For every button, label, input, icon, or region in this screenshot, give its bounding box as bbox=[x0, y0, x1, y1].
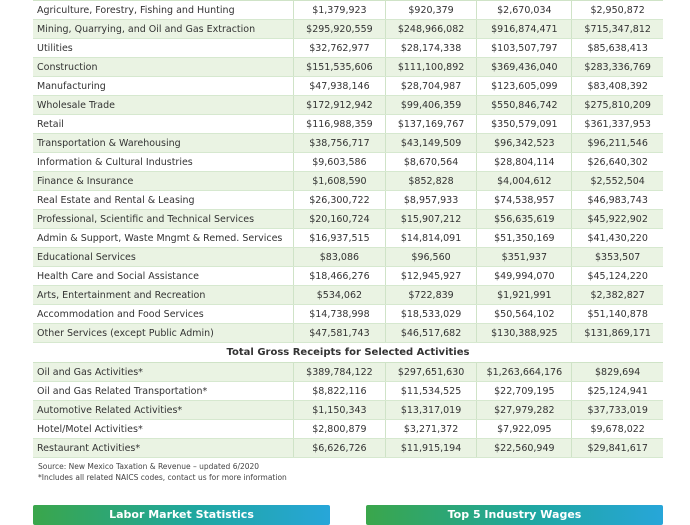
labor-market-banner: Labor Market Statistics bbox=[33, 505, 330, 525]
row-label: Restaurant Activities* bbox=[33, 439, 294, 458]
table-row bbox=[33, 267, 663, 286]
gross-receipts-table bbox=[33, 0, 663, 458]
cell-value: $130,388,925 bbox=[477, 324, 572, 343]
row-label: Information & Cultural Industries bbox=[33, 153, 294, 172]
cell-value: $829,694 bbox=[572, 363, 663, 382]
cell-value: $2,670,034 bbox=[477, 1, 572, 20]
cell-value: $1,608,590 bbox=[294, 172, 386, 191]
cell-value: $1,379,923 bbox=[294, 1, 386, 20]
cell-value: $46,517,682 bbox=[385, 324, 477, 343]
table-row bbox=[33, 134, 663, 153]
row-label: Finance & Insurance bbox=[33, 172, 294, 191]
table-row bbox=[33, 1, 663, 20]
row-label: Oil and Gas Activities* bbox=[33, 363, 294, 382]
cell-value: $2,552,504 bbox=[572, 172, 663, 191]
row-label: Agriculture, Forestry, Fishing and Hunting bbox=[33, 1, 294, 20]
cell-value: $2,800,879 bbox=[294, 420, 386, 439]
cell-value: $49,994,070 bbox=[477, 267, 572, 286]
cell-value: $25,124,941 bbox=[572, 382, 663, 401]
table-row bbox=[33, 115, 663, 134]
cell-value: $715,347,812 bbox=[572, 20, 663, 39]
row-label: Construction bbox=[33, 58, 294, 77]
cell-value: $8,822,116 bbox=[294, 382, 386, 401]
table-row bbox=[33, 324, 663, 343]
cell-value: $83,086 bbox=[294, 248, 386, 267]
cell-value: $96,342,523 bbox=[477, 134, 572, 153]
cell-value: $47,581,743 bbox=[294, 324, 386, 343]
row-label: Health Care and Social Assistance bbox=[33, 267, 294, 286]
table-row bbox=[33, 191, 663, 210]
row-label: Accommodation and Food Services bbox=[33, 305, 294, 324]
cell-value: $74,538,957 bbox=[477, 191, 572, 210]
cell-value: $920,379 bbox=[385, 1, 477, 20]
cell-value: $96,211,546 bbox=[572, 134, 663, 153]
cell-value: $56,635,619 bbox=[477, 210, 572, 229]
cell-value: $172,912,942 bbox=[294, 96, 386, 115]
table-row bbox=[33, 210, 663, 229]
cell-value: $1,921,991 bbox=[477, 286, 572, 305]
row-label: Arts, Entertainment and Recreation bbox=[33, 286, 294, 305]
cell-value: $4,004,612 bbox=[477, 172, 572, 191]
cell-value: $7,922,095 bbox=[477, 420, 572, 439]
cell-value: $11,534,525 bbox=[385, 382, 477, 401]
cell-value: $123,605,099 bbox=[477, 77, 572, 96]
cell-value: $3,271,372 bbox=[385, 420, 477, 439]
table-row bbox=[33, 420, 663, 439]
cell-value: $275,810,209 bbox=[572, 96, 663, 115]
cell-value: $151,535,606 bbox=[294, 58, 386, 77]
cell-value: $550,846,742 bbox=[477, 96, 572, 115]
cell-value: $46,983,743 bbox=[572, 191, 663, 210]
source-line: Source: New Mexico Taxation & Revenue – updated 6/2020 bbox=[38, 462, 260, 471]
section-header-row bbox=[33, 343, 663, 363]
row-label: Mining, Quarrying, and Oil and Gas Extraction bbox=[33, 20, 294, 39]
row-label: Admin & Support, Waste Mngmt & Remed. Services bbox=[33, 229, 294, 248]
top-industry-wages-banner: Top 5 Industry Wages bbox=[366, 505, 663, 525]
cell-value: $534,062 bbox=[294, 286, 386, 305]
cell-value: $45,124,220 bbox=[572, 267, 663, 286]
cell-value: $1,263,664,176 bbox=[477, 363, 572, 382]
cell-value: $295,920,559 bbox=[294, 20, 386, 39]
source-note bbox=[38, 461, 287, 483]
cell-value: $369,436,040 bbox=[477, 58, 572, 77]
cell-value: $103,507,797 bbox=[477, 39, 572, 58]
cell-value: $37,733,019 bbox=[572, 401, 663, 420]
table-row bbox=[33, 286, 663, 305]
table-row bbox=[33, 363, 663, 382]
cell-value: $9,678,022 bbox=[572, 420, 663, 439]
row-label: Oil and Gas Related Transportation* bbox=[33, 382, 294, 401]
cell-value: $29,841,617 bbox=[572, 439, 663, 458]
cell-value: $8,957,933 bbox=[385, 191, 477, 210]
cell-value: $51,350,169 bbox=[477, 229, 572, 248]
table-row bbox=[33, 439, 663, 458]
cell-value: $14,738,998 bbox=[294, 305, 386, 324]
cell-value: $722,839 bbox=[385, 286, 477, 305]
row-label: Hotel/Motel Activities* bbox=[33, 420, 294, 439]
cell-value: $41,430,220 bbox=[572, 229, 663, 248]
cell-value: $15,907,212 bbox=[385, 210, 477, 229]
row-label: Professional, Scientific and Technical Services bbox=[33, 210, 294, 229]
row-label: Utilities bbox=[33, 39, 294, 58]
table-row bbox=[33, 77, 663, 96]
cell-value: $14,814,091 bbox=[385, 229, 477, 248]
cell-value: $28,704,987 bbox=[385, 77, 477, 96]
cell-value: $2,950,872 bbox=[572, 1, 663, 20]
cell-value: $1,150,343 bbox=[294, 401, 386, 420]
cell-value: $16,937,515 bbox=[294, 229, 386, 248]
row-label: Transportation & Warehousing bbox=[33, 134, 294, 153]
row-label: Automotive Related Activities* bbox=[33, 401, 294, 420]
table-row bbox=[33, 96, 663, 115]
cell-value: $852,828 bbox=[385, 172, 477, 191]
table-row bbox=[33, 229, 663, 248]
cell-value: $916,874,471 bbox=[477, 20, 572, 39]
cell-value: $32,762,977 bbox=[294, 39, 386, 58]
cell-value: $13,317,019 bbox=[385, 401, 477, 420]
table-row bbox=[33, 401, 663, 420]
table-row bbox=[33, 172, 663, 191]
table-row bbox=[33, 153, 663, 172]
cell-value: $8,670,564 bbox=[385, 153, 477, 172]
cell-value: $6,626,726 bbox=[294, 439, 386, 458]
cell-value: $131,869,171 bbox=[572, 324, 663, 343]
section-title: Total Gross Receipts for Selected Activities bbox=[33, 343, 663, 363]
row-label: Wholesale Trade bbox=[33, 96, 294, 115]
naics-footnote: *Includes all related NAICS codes, contact us for more information bbox=[38, 473, 287, 482]
table-row bbox=[33, 58, 663, 77]
cell-value: $18,533,029 bbox=[385, 305, 477, 324]
cell-value: $50,564,102 bbox=[477, 305, 572, 324]
table-row bbox=[33, 382, 663, 401]
table-row bbox=[33, 20, 663, 39]
cell-value: $99,406,359 bbox=[385, 96, 477, 115]
cell-value: $2,382,827 bbox=[572, 286, 663, 305]
cell-value: $38,756,717 bbox=[294, 134, 386, 153]
cell-value: $51,140,878 bbox=[572, 305, 663, 324]
cell-value: $350,579,091 bbox=[477, 115, 572, 134]
cell-value: $389,784,122 bbox=[294, 363, 386, 382]
cell-value: $18,466,276 bbox=[294, 267, 386, 286]
cell-value: $137,169,767 bbox=[385, 115, 477, 134]
table-row bbox=[33, 39, 663, 58]
cell-value: $45,922,902 bbox=[572, 210, 663, 229]
row-label: Manufacturing bbox=[33, 77, 294, 96]
row-label: Educational Services bbox=[33, 248, 294, 267]
cell-value: $116,988,359 bbox=[294, 115, 386, 134]
cell-value: $20,160,724 bbox=[294, 210, 386, 229]
row-label: Real Estate and Rental & Leasing bbox=[33, 191, 294, 210]
cell-value: $27,979,282 bbox=[477, 401, 572, 420]
row-label: Retail bbox=[33, 115, 294, 134]
table-row bbox=[33, 248, 663, 267]
cell-value: $283,336,769 bbox=[572, 58, 663, 77]
cell-value: $361,337,953 bbox=[572, 115, 663, 134]
cell-value: $248,966,082 bbox=[385, 20, 477, 39]
cell-value: $28,174,338 bbox=[385, 39, 477, 58]
cell-value: $43,149,509 bbox=[385, 134, 477, 153]
cell-value: $297,651,630 bbox=[385, 363, 477, 382]
cell-value: $26,300,722 bbox=[294, 191, 386, 210]
cell-value: $12,945,927 bbox=[385, 267, 477, 286]
row-label: Other Services (except Public Admin) bbox=[33, 324, 294, 343]
cell-value: $9,603,586 bbox=[294, 153, 386, 172]
cell-value: $351,937 bbox=[477, 248, 572, 267]
cell-value: $28,804,114 bbox=[477, 153, 572, 172]
cell-value: $22,560,949 bbox=[477, 439, 572, 458]
cell-value: $83,408,392 bbox=[572, 77, 663, 96]
cell-value: $85,638,413 bbox=[572, 39, 663, 58]
table-row bbox=[33, 305, 663, 324]
cell-value: $96,560 bbox=[385, 248, 477, 267]
cell-value: $22,709,195 bbox=[477, 382, 572, 401]
cell-value: $26,640,302 bbox=[572, 153, 663, 172]
cell-value: $11,915,194 bbox=[385, 439, 477, 458]
cell-value: $353,507 bbox=[572, 248, 663, 267]
cell-value: $47,938,146 bbox=[294, 77, 386, 96]
cell-value: $111,100,892 bbox=[385, 58, 477, 77]
